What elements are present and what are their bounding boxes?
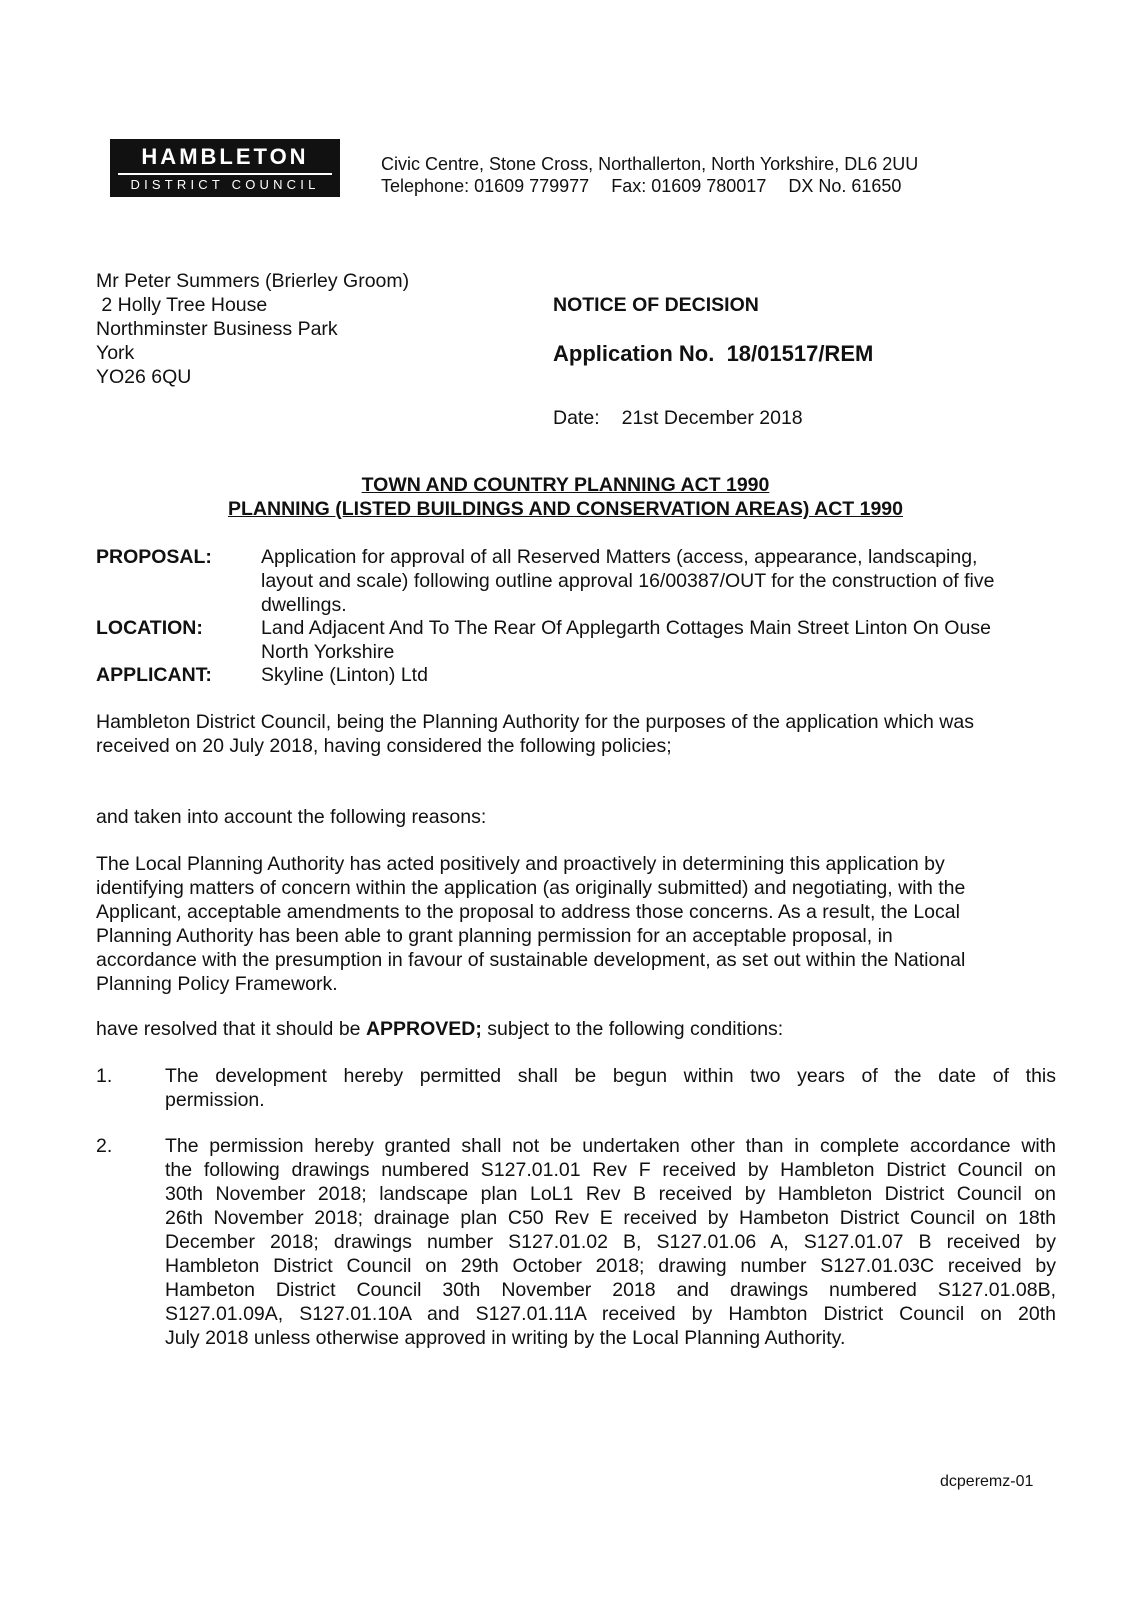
condition-line: the following drawings numbered S127.01.01 Rev F received by Hambleton District Council on (165, 1159, 1056, 1181)
paragraph-line: received on 20 July 2018, having considered the following policies; (96, 735, 672, 757)
condition-number: 1. (96, 1065, 113, 1087)
resolution-prefix: have resolved that it should be (96, 1018, 366, 1040)
applicant-label: APPLICANT: (96, 664, 212, 686)
paragraph-line: Applicant, acceptable amendments to the proposal to address those concerns. As a result, the Local (96, 901, 960, 923)
recipient-postcode: YO26 6QU (96, 366, 192, 388)
condition-line: July 2018 unless otherwise approved in writing by the Local Planning Authority. (165, 1327, 846, 1349)
paragraph-line: The Local Planning Authority has acted positively and proactively in determining this application by (96, 853, 945, 875)
council-contact (381, 153, 918, 197)
condition-line: Hambeton District Council 30th November 2018 and drawings numbered S127.01.08B, (165, 1279, 1056, 1301)
logo-subtitle: DISTRICT COUNCIL (130, 177, 320, 192)
proposal-text (261, 545, 1061, 617)
act-heading-2: PLANNING (LISTED BUILDINGS AND CONSERVATION AREAS) ACT 1990 (228, 498, 903, 520)
notice-title: NOTICE OF DECISION (553, 294, 759, 316)
dx-number: DX No. 61650 (788, 176, 902, 196)
location-line: North Yorkshire (261, 641, 395, 663)
location-line: Land Adjacent And To The Rear Of Applegarth Cottages Main Street Linton On Ouse (261, 617, 991, 639)
date-value: 21st December 2018 (621, 407, 803, 429)
condition-line: 30th November 2018; landscape plan LoL1 Rev B received by Hambleton District Council on (165, 1183, 1056, 1205)
location-label: LOCATION: (96, 617, 203, 639)
paragraph-line: Planning Policy Framework. (96, 973, 338, 995)
logo-divider (118, 173, 332, 175)
location-text (261, 616, 1061, 664)
application-number (553, 340, 873, 368)
paragraph-line: accordance with the presumption in favour of sustainable development, as set out within the National (96, 949, 966, 971)
application-label: Application No. (553, 341, 715, 366)
condition-line: S127.01.09A, S127.01.10A and S127.01.11A received by Hambton District Council on 20th (165, 1303, 1056, 1325)
application-number-value: 18/01517/REM (726, 341, 874, 366)
resolution-suffix: subject to the following conditions: (481, 1018, 784, 1040)
applicant-value: Skyline (Linton) Ltd (261, 664, 428, 686)
recipient-line-1: 2 Holly Tree House (96, 294, 268, 316)
recipient-address (96, 269, 409, 389)
condition-line: The development hereby permitted shall be begun within two years of the date of this (165, 1065, 1056, 1087)
logo-wordmark: HAMBLETON (141, 144, 309, 169)
council-phone-fax-dx (381, 175, 918, 197)
proposal-line: layout and scale) following outline approval 16/00387/OUT for the construction of five (261, 570, 995, 592)
recipient-name: Mr Peter Summers (Brierley Groom) (96, 270, 410, 292)
proposal-line: Application for approval of all Reserved Matters (access, appearance, landscaping, (261, 546, 978, 568)
decision-date (553, 406, 803, 430)
resolution-statement (96, 1017, 1056, 1041)
date-label: Date: (553, 407, 600, 429)
condition-line: The permission hereby granted shall not be undertaken other than in complete accordance with (165, 1135, 1056, 1157)
paragraph-line: Planning Authority has been able to grant planning permission for an acceptable proposal, in (96, 925, 893, 947)
condition-line: December 2018; drawings number S127.01.02 B, S127.01.06 A, S127.01.07 B received by (165, 1231, 1056, 1253)
council-address: Civic Centre, Stone Cross, Northallerton, North Yorkshire, DL6 2UU (381, 154, 919, 174)
act-heading-1: TOWN AND COUNTRY PLANNING ACT 1990 (361, 474, 770, 496)
condition-number: 2. (96, 1135, 113, 1157)
fax: Fax: 01609 780017 (611, 176, 767, 196)
approved-decision: APPROVED; (365, 1018, 482, 1040)
reasons-intro: and taken into account the following reasons: (96, 806, 487, 828)
telephone: Telephone: 01609 779977 (381, 176, 590, 196)
recipient-line-2: Northminster Business Park (96, 318, 338, 340)
condition-line: 26th November 2018; drainage plan C50 Rev E received by Hambeton District Council on 18th (165, 1207, 1056, 1229)
paragraph-line: identifying matters of concern within the application (as originally submitted) and negotiating, with the (96, 877, 966, 899)
condition-text (165, 1134, 1056, 1350)
council-logo (110, 139, 340, 197)
document-reference: dcperemz-01 (940, 1473, 1034, 1490)
condition-line: Hambleton District Council on 29th October 2018; drawing number S127.01.03C received by (165, 1255, 1056, 1277)
proposal-label: PROPOSAL: (96, 546, 212, 568)
paragraph-line: Hambleton District Council, being the Planning Authority for the purposes of the application which was (96, 711, 974, 733)
condition-line: permission. (165, 1089, 265, 1111)
considered-policies-paragraph (96, 710, 1056, 758)
condition-text (165, 1064, 1056, 1112)
reasons-paragraph (96, 852, 1056, 996)
proposal-line: dwellings. (261, 594, 347, 616)
recipient-line-3: York (96, 342, 135, 364)
